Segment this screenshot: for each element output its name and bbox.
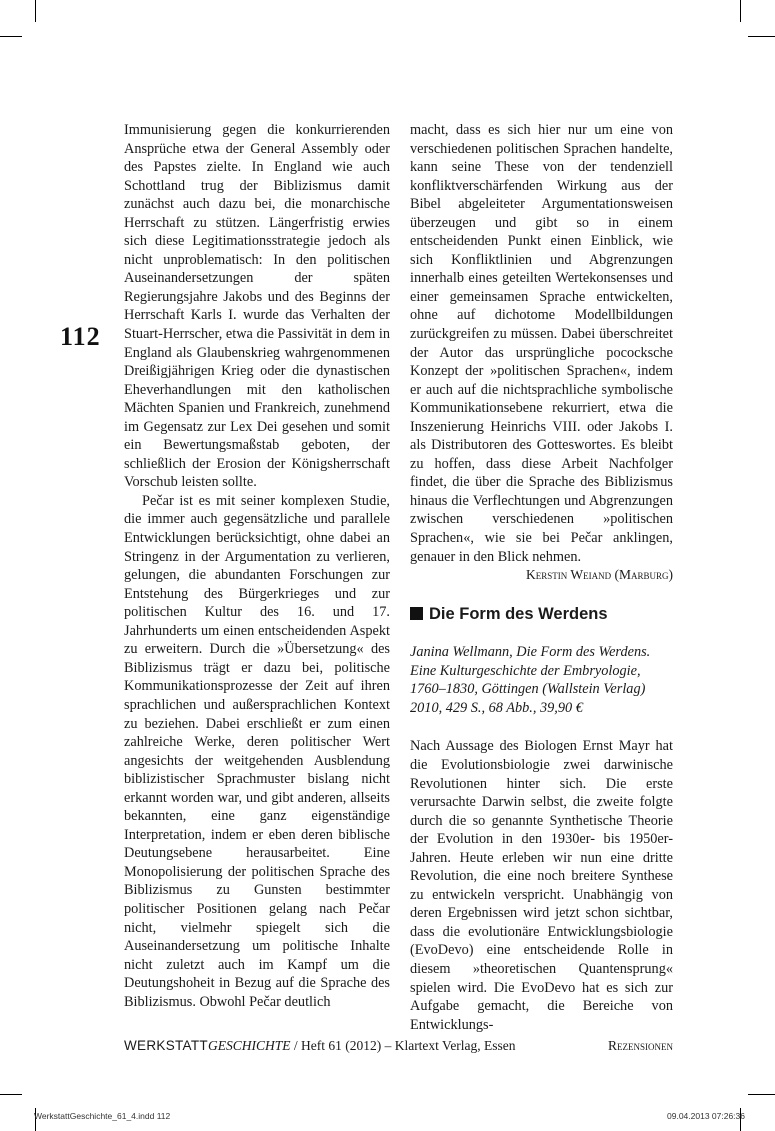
journal-name-part2: GESCHICHTE bbox=[207, 1038, 291, 1053]
crop-mark bbox=[740, 0, 741, 22]
print-slug-file: WerkstattGeschichte_61_4.indd 112 bbox=[34, 1111, 171, 1121]
journal-issue: / Heft 61 (2012) – Klartext Verlag, Essen bbox=[290, 1038, 516, 1053]
crop-mark bbox=[748, 1094, 775, 1095]
crop-mark bbox=[0, 36, 22, 37]
book-citation: Janina Wellmann, Die Form des Werdens. Eine Kulturgeschichte der Embryologie, 1760–1830, Göttingen (Wallstein Verlag) 2010, 429 S., 68 Abb., 39,90 € bbox=[410, 644, 651, 716]
page-number: 112 bbox=[60, 322, 101, 351]
page-footer bbox=[124, 1038, 673, 1054]
left-column bbox=[124, 121, 390, 1011]
paragraph: macht, dass es sich hier nur um eine von verschiedenen politischen Sprachen handelte, kann seine These von der tendenziell konfliktverschärfenden Wirkung aus der Bibel abgeleiteter Argumentationsweisen überzeugen und gibt so in einem entscheidenden Punkt einen Einblick, wie sich Konfliktlinien und Abgrenzungen innerhalb eines geteilten Wertekonsenses und einer gemeinsamen Sprache entwickelten, ohne auf dichotome Modellbildungen zurückgreifen zu müssen. Dabei überschreitet der Autor das ursprüngliche pococksche Konzept der »politischen Sprachen«, indem er auch auf die nichtsprachliche symbolische Kommunikationsebene rekurriert, etwa die Inszenierung Heinrichs VIII. oder Jakobs I. als Distributoren des Gotteswortes. Es bleibt zu hoffen, dass diese Arbeit Nachfolger findet, die über die Sprache des Biblizismus hinaus die Verflechtungen und Abgrenzungen zwischen verschiedenen »politischen Sprachen«, wie sie bei Pečar anklingen, genauer in den Blick nehmen. bbox=[410, 122, 673, 565]
paragraph: Immunisierung gegen die konkurrierenden Ansprüche etwa der General Assembly oder des Papstes zielte. In England wie auch Schottland trug der Biblizismus damit zunächst auch dazu bei, die monarchische Herrschaft zu stützen. Längerfristig erwies sich diese Legitimationsstrategie jedoch als nicht unproblematisch: In den politischen Auseinandersetzungen der späten Regierungsjahre Jakobs und des Beginns der Herrschaft Karls I. wurde das Verhalten der Stuart-Herrscher, etwa die Passivität in dem in England als Glaubenskrieg wahrgenommenen Dreißigjährigen Krieg oder die dynastischen Eheverhandlungen mit den katholischen Mächten Spanien und Frankreich, zunehmend im Gegensatz zur Lex Dei gesehen und somit ein Bewertungsmaßstab geboten, der schließlich der Erosion der Königsherrschaft Vorschub leisten sollte. bbox=[124, 122, 390, 491]
section-heading bbox=[410, 605, 673, 624]
crop-mark bbox=[0, 1094, 22, 1095]
paragraph: Nach Aussage des Biologen Ernst Mayr hat die Evolutionsbiologie zwei darwinische Revolutionen hinter sich. Die erste verursachte Darwin selbst, die zweite folgte durch die so genannte Synthetische Theorie der Evolution in den 1930er- bis 1950er-Jahren. Heute erleben wir nun eine dritte Revolution, die eine noch breitere Synthese zu entwickeln verspricht. Unabhängig von deren Ergebnissen wird jetzt schon sichtbar, dass die evolutionäre Entwicklungsbiologie (EvoDevo) eine entscheidende Rolle in diesem »theoretischen Quantensprung« spielen wird. Die EvoDevo hat es sich zur Aufgabe gemacht, die Bereiche von Entwicklungs- bbox=[410, 738, 673, 1033]
right-column bbox=[410, 121, 673, 1034]
footer-section: Rezensionen bbox=[608, 1038, 673, 1053]
crop-mark bbox=[35, 0, 36, 22]
journal-name-part1: WERKSTATT bbox=[124, 1038, 208, 1053]
square-bullet-icon bbox=[410, 607, 423, 620]
print-slug-date: 09.04.2013 07:26:36 bbox=[667, 1111, 745, 1121]
paragraph: Pečar ist es mit seiner komplexen Studie, die immer auch gegensätzliche und parallele Entwicklungen berücksichtigt, ohne dabei an Stringenz in der Argumentation zu verlieren, gelungen, die abundanten Forschungen zur Entstehung des Bürgerkrieges und zur politischen Kultur des 16. und 17. Jahrhunderts um einen entscheidenden Aspekt zu erweitern. Durch die »Übersetzung« des Biblizismus trägt er dazu bei, politische Kommunikationsprozesse der Zeit auf ihren sprachlichen und außersprachlichen Kontext zu beziehen. Dabei erschließt er zum einen zahlreiche Werke, deren politischer Wert angesichts der weitgehenden Ausblendung biblizistischer Sprachmuster bislang nicht erkannt worden war, und gibt anderen, allseits bekannten, eine ganz eigenständige Interpretation, indem er eben deren biblische Deutungsebene herausarbeitet. Eine Monopolisierung der politischen Sprache des Biblizismus zu Gunsten bestimmter politischer Positionen gelang nach Pečar nicht, vielmehr spiegelt sich die Auseinandersetzung um politische Inhalte nicht zuletzt auch im Kampf um die Deutungshoheit in Bezug auf die Sprache des Biblizismus. Obwohl Pečar deutlich bbox=[124, 492, 390, 1010]
crop-mark bbox=[748, 36, 775, 37]
section-title: Die Form des Werdens bbox=[429, 604, 608, 623]
review-author: Kerstin Weiand (Marburg) bbox=[526, 567, 673, 583]
footer-journal bbox=[124, 1038, 516, 1054]
